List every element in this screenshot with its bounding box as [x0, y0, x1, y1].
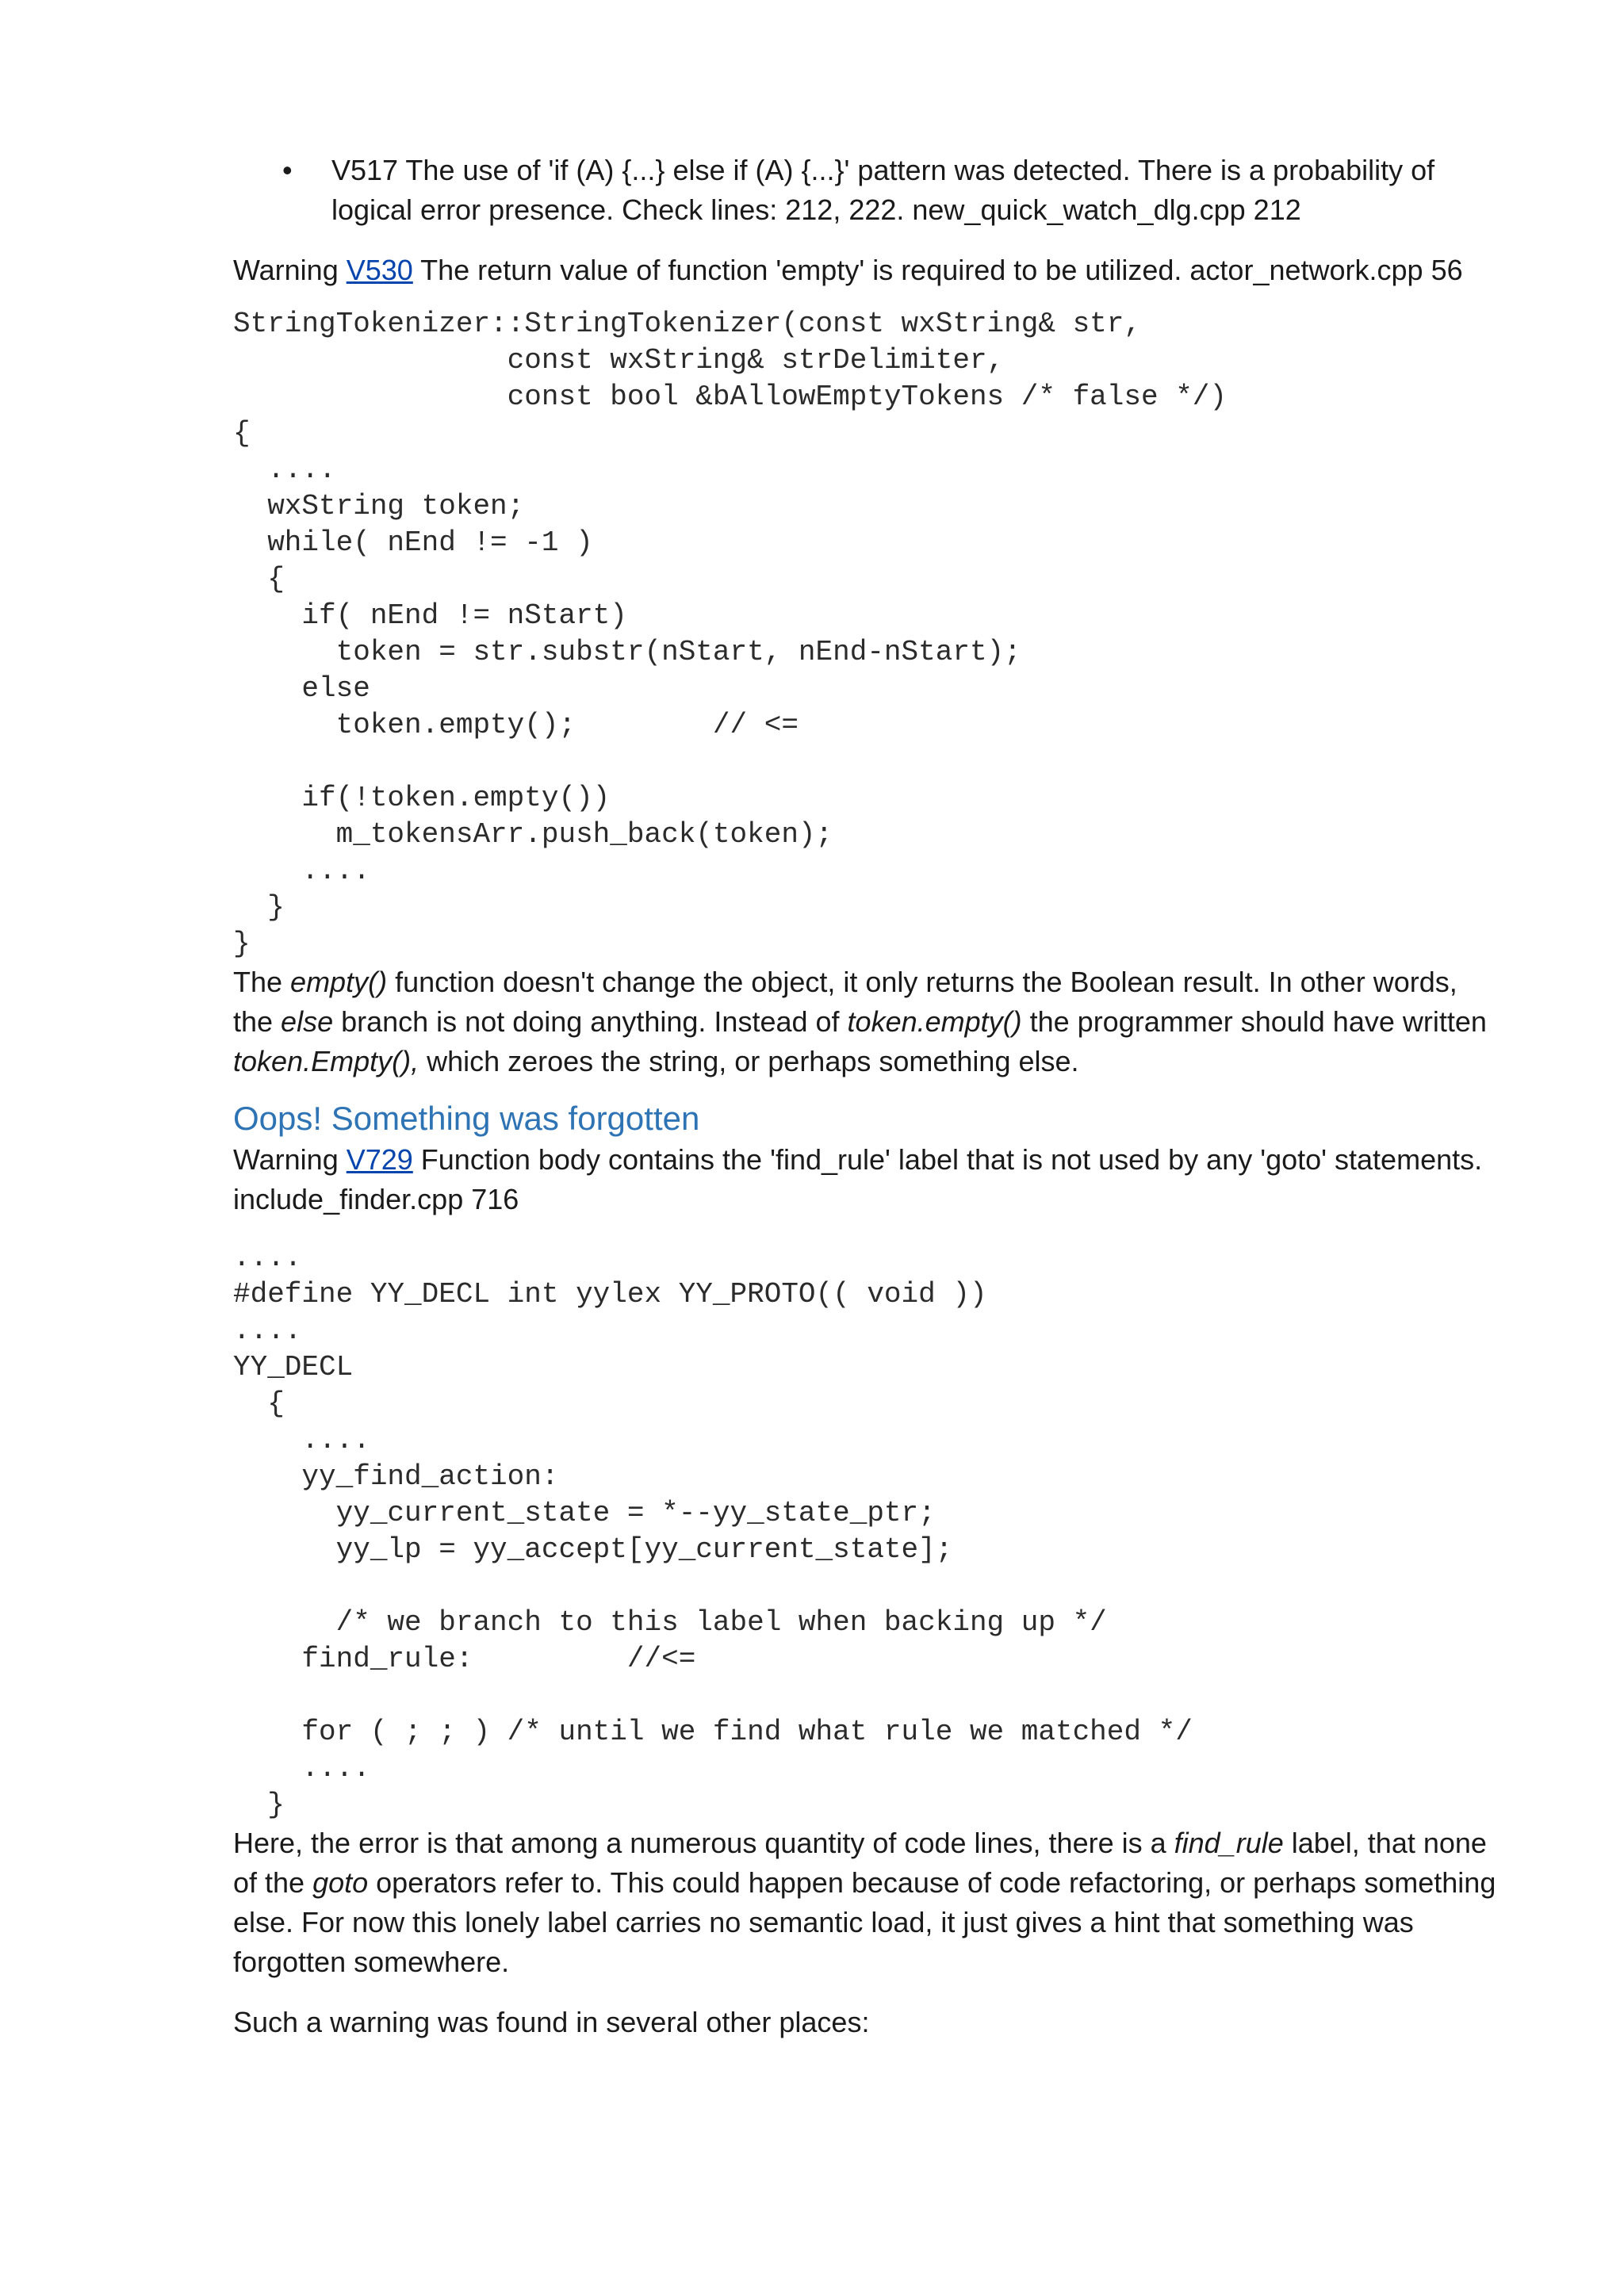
- code-line: {: [233, 563, 285, 595]
- paragraph-find-rule-explanation: [233, 1823, 1502, 1982]
- code-line: [233, 1678, 1502, 1714]
- document-page: [233, 151, 1502, 2042]
- code-line: yy_lp = yy_accept[yy_current_state];: [233, 1533, 953, 1566]
- code-line: wxString token;: [233, 490, 525, 522]
- code-line: [233, 1568, 1502, 1605]
- italic-run: empty(): [290, 966, 388, 998]
- text-run: operators refer to. This could happen because of code refactoring, or perhaps something else. For now this lonely label carries no semantic load, it just gives a hint that something was forgotten somewhere.: [233, 1866, 1496, 1978]
- link-v729[interactable]: V729: [346, 1143, 413, 1176]
- code-line: token.empty(); // <=: [233, 709, 799, 741]
- code-block-yy-decl: [233, 1240, 1502, 1823]
- warning-text: Function body contains the 'find_rule' label that is not used by any 'goto' statements. include_finder.cpp 716: [233, 1143, 1483, 1215]
- italic-run: goto: [312, 1866, 369, 1899]
- code-block-string-tokenizer: [233, 306, 1502, 962]
- code-line: /* we branch to this label when backing up */: [233, 1606, 1107, 1639]
- italic-run: token.empty(): [847, 1005, 1022, 1038]
- link-v530[interactable]: V530: [346, 254, 413, 286]
- code-line: [233, 744, 1502, 780]
- code-line: if(!token.empty()): [233, 782, 611, 814]
- text-run: the programmer should have written: [1021, 1005, 1487, 1038]
- code-line: }: [233, 928, 251, 960]
- paragraph-other-places: Such a warning was found in several other places:: [233, 2006, 870, 2038]
- text-run: branch is not doing anything. Instead of: [333, 1005, 848, 1038]
- text-run: function doesn't change the object, it only returns the Boolean result. In other words, the: [233, 966, 1457, 1038]
- code-line: #define YY_DECL int yylex YY_PROTO(( void )): [233, 1278, 987, 1311]
- text-run: The: [233, 966, 291, 998]
- bullet-text: V517 The use of 'if (A) {...} else if (A) {...}' pattern was detected. There is a probability of logical error presence. Check lines: 212, 222. new_quick_watch_dlg.cpp 212: [331, 154, 1435, 226]
- italic-run: find_rule: [1174, 1827, 1284, 1859]
- text-run: Here, the error is that among a numerous quantity of code lines, there is a: [233, 1827, 1174, 1859]
- warning-v729: [233, 1140, 1502, 1219]
- code-line: const bool &bAllowEmptyTokens /* false */): [233, 381, 1228, 413]
- bullet-item-v517: [233, 151, 1502, 230]
- paragraph-empty-explanation: [233, 962, 1502, 1081]
- code-line: const wxString& strDelimiter,: [233, 344, 1005, 377]
- code-line: if( nEnd != nStart): [233, 599, 627, 632]
- code-line: ....: [233, 1242, 302, 1274]
- code-line: ....: [233, 453, 336, 486]
- code-line: yy_current_state = *--yy_state_ptr;: [233, 1497, 936, 1529]
- code-line: {: [233, 1387, 285, 1420]
- code-line: StringTokenizer::StringTokenizer(const wxString& str,: [233, 308, 1141, 340]
- code-line: yy_find_action:: [233, 1460, 559, 1493]
- code-line: ....: [233, 855, 370, 887]
- bullet-icon: •: [282, 154, 293, 186]
- code-line: YY_DECL: [233, 1351, 354, 1383]
- code-line: }: [233, 891, 285, 924]
- code-line: token = str.substr(nStart, nEnd-nStart);: [233, 636, 1021, 668]
- text-run: which zeroes the string, or perhaps something else.: [419, 1045, 1079, 1077]
- code-line: {: [233, 417, 251, 450]
- warning-prefix: Warning: [233, 254, 347, 286]
- code-line: while( nEnd != -1 ): [233, 526, 593, 559]
- italic-run: else: [281, 1005, 334, 1038]
- text-run: label, that none of the: [233, 1827, 1487, 1899]
- warning-text: The return value of function 'empty' is required to be utilized. actor_network.cpp 56: [412, 254, 1463, 286]
- code-line: }: [233, 1789, 285, 1821]
- warning-prefix: Warning: [233, 1143, 347, 1176]
- code-line: ....: [233, 1424, 370, 1456]
- italic-run: token.Empty(),: [233, 1045, 419, 1077]
- code-line: m_tokensArr.push_back(token);: [233, 818, 833, 851]
- warning-v530: [233, 251, 1502, 290]
- code-line: for ( ; ; ) /* until we find what rule we matched */: [233, 1716, 1193, 1748]
- code-line: else: [233, 672, 370, 705]
- code-line: ....: [233, 1314, 302, 1347]
- code-line: ....: [233, 1752, 370, 1785]
- code-line: find_rule: //<=: [233, 1643, 696, 1675]
- section-heading: Oops! Something was forgotten: [233, 1100, 700, 1137]
